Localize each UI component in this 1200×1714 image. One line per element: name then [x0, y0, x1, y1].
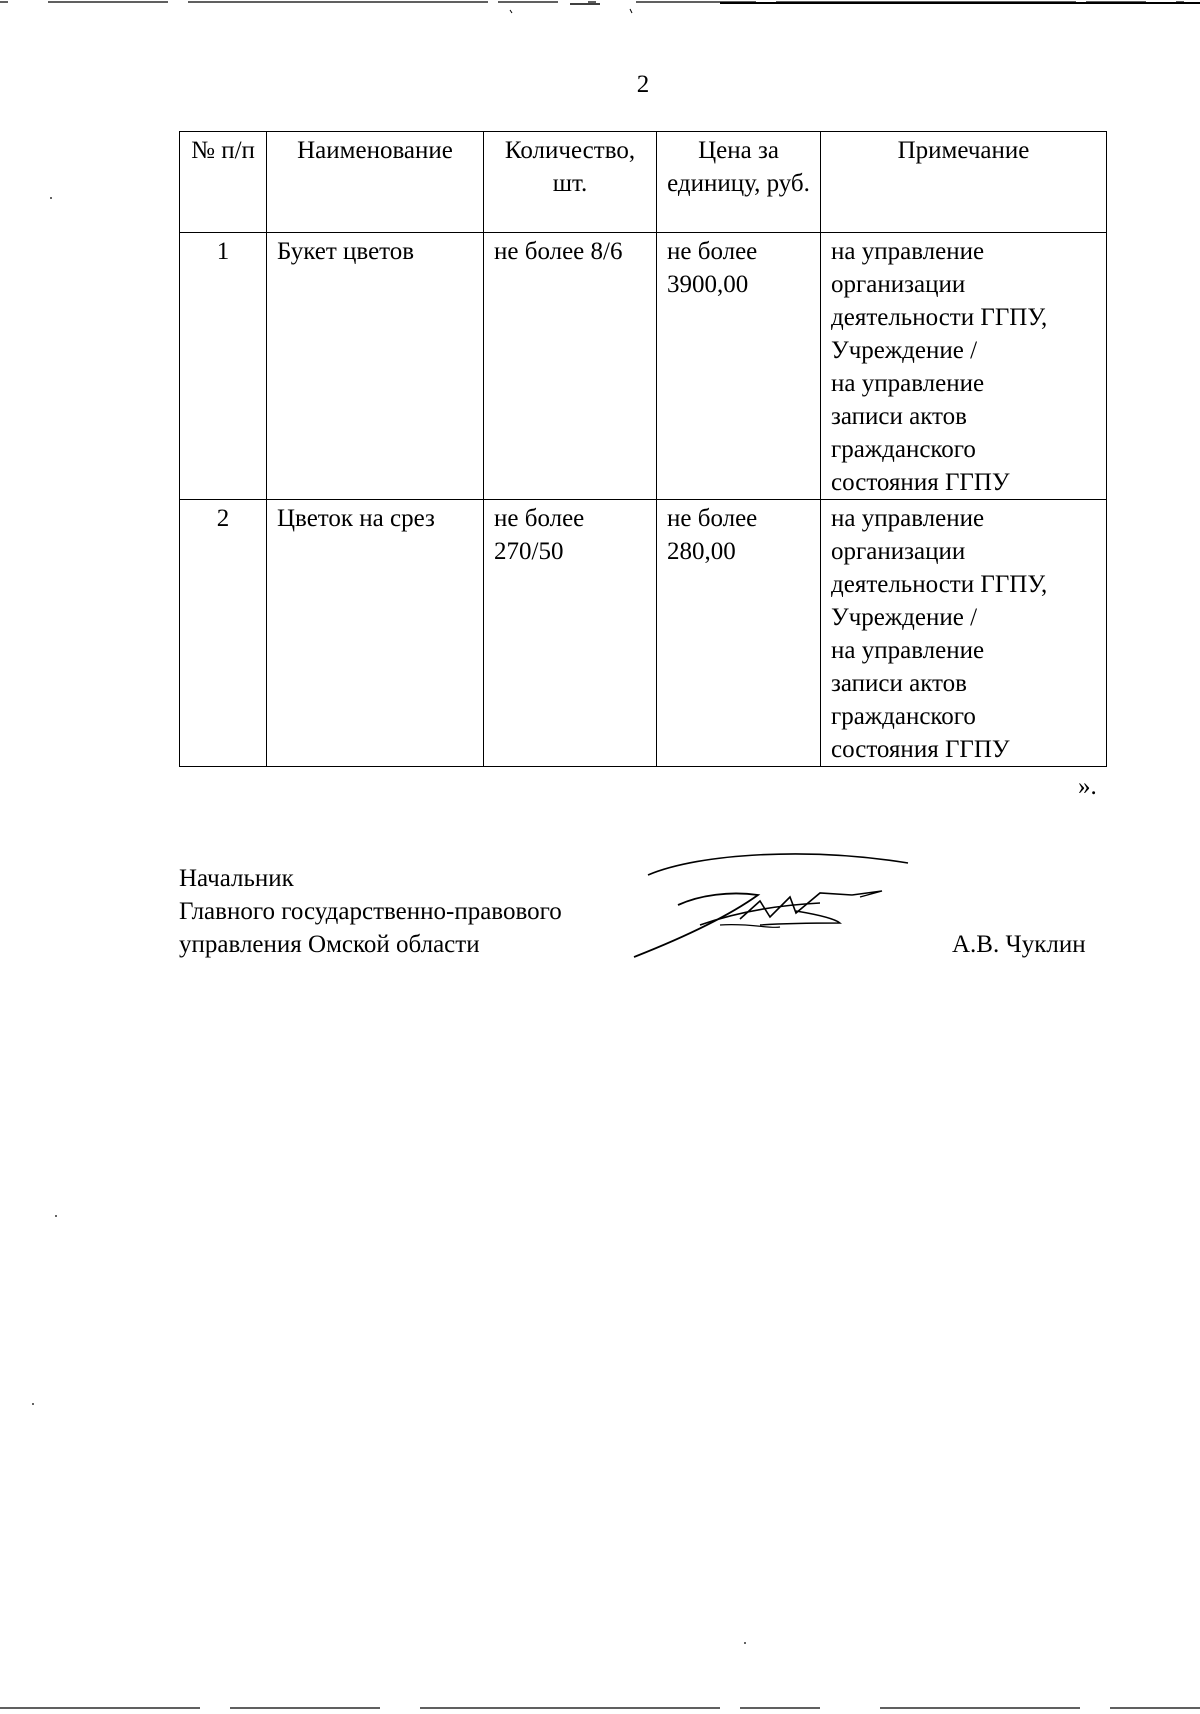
row-price-line: 3900,00: [667, 271, 749, 298]
row-number: 1: [180, 233, 267, 500]
header-price: [657, 132, 821, 233]
row-note-line: состояния ГГПУ: [831, 469, 1010, 496]
row-quantity-line: 270/50: [494, 538, 564, 565]
header-quantity: [484, 132, 657, 233]
row-note-line: состояния ГГПУ: [831, 736, 1010, 763]
row-quantity: [484, 233, 657, 500]
header-quantity-line: шт.: [552, 170, 588, 197]
header-price-line: единицу,: [667, 170, 761, 197]
row-note-line: Учреждение /: [831, 604, 978, 631]
header-price-line: руб.: [766, 170, 810, 197]
row-note-line: гражданского: [831, 436, 976, 463]
row-name: Букет цветов: [267, 233, 484, 500]
header-name: [267, 132, 484, 233]
signer-name: А.В. Чуклин: [952, 931, 1086, 958]
row-note-line: деятельности ГГПУ,: [831, 571, 1048, 598]
header-quantity-line: Количество,: [504, 137, 636, 164]
scan-speck: [55, 1215, 57, 1217]
handwritten-signature: [620, 845, 920, 965]
row-note-line: записи актов: [831, 670, 967, 697]
scan-edge-bottom: [0, 1700, 1200, 1714]
header-number-line: №: [191, 137, 215, 164]
row-quantity-line: не более 8/6: [494, 238, 623, 265]
signer-title-line: Главного государственно-правового: [179, 898, 562, 925]
row-quantity-line: не более: [494, 505, 585, 532]
row-note-line: записи актов: [831, 403, 967, 430]
row-note: [821, 500, 1107, 767]
row-number: 2: [180, 500, 267, 767]
scan-speck: [744, 1642, 746, 1644]
table-row: [180, 233, 1107, 500]
header-note-line: Примечание: [897, 137, 1030, 164]
row-price: [657, 233, 821, 500]
row-name: Цветок на срез: [267, 500, 484, 767]
row-note-line: Учреждение /: [831, 337, 978, 364]
row-price-line: не более: [667, 238, 758, 265]
table-header-row: [180, 132, 1107, 233]
header-price-line: Цена за: [698, 137, 779, 164]
closing-quote: ».: [1078, 773, 1097, 800]
items-table: [179, 131, 1107, 767]
row-note: [821, 233, 1107, 500]
row-quantity: [484, 500, 657, 767]
row-note-line: на управление: [831, 505, 985, 532]
signer-title-line: управления Омской области: [179, 931, 480, 958]
row-price-line: 280,00: [667, 538, 736, 565]
header-number-line: п/п: [221, 137, 255, 164]
scan-speck: [50, 197, 52, 199]
row-note-line: организации: [831, 538, 966, 565]
scan-speck: [32, 1403, 34, 1405]
row-price: [657, 500, 821, 767]
page-number: 2: [636, 71, 650, 98]
signer-title: [179, 862, 562, 961]
signer-title-line: Начальник: [179, 865, 294, 892]
row-note-line: на управление: [831, 238, 985, 265]
row-note-line: организации: [831, 271, 966, 298]
row-note-line: на управление: [831, 370, 985, 397]
row-price-line: не более: [667, 505, 758, 532]
row-note-line: деятельности ГГПУ,: [831, 304, 1048, 331]
table-row: [180, 500, 1107, 767]
header-number: [180, 132, 267, 233]
header-name-line: Наименование: [297, 137, 453, 164]
row-note-line: на управление: [831, 637, 985, 664]
row-note-line: гражданского: [831, 703, 976, 730]
header-note: [821, 132, 1107, 233]
scan-edge-top: [0, 0, 1200, 14]
